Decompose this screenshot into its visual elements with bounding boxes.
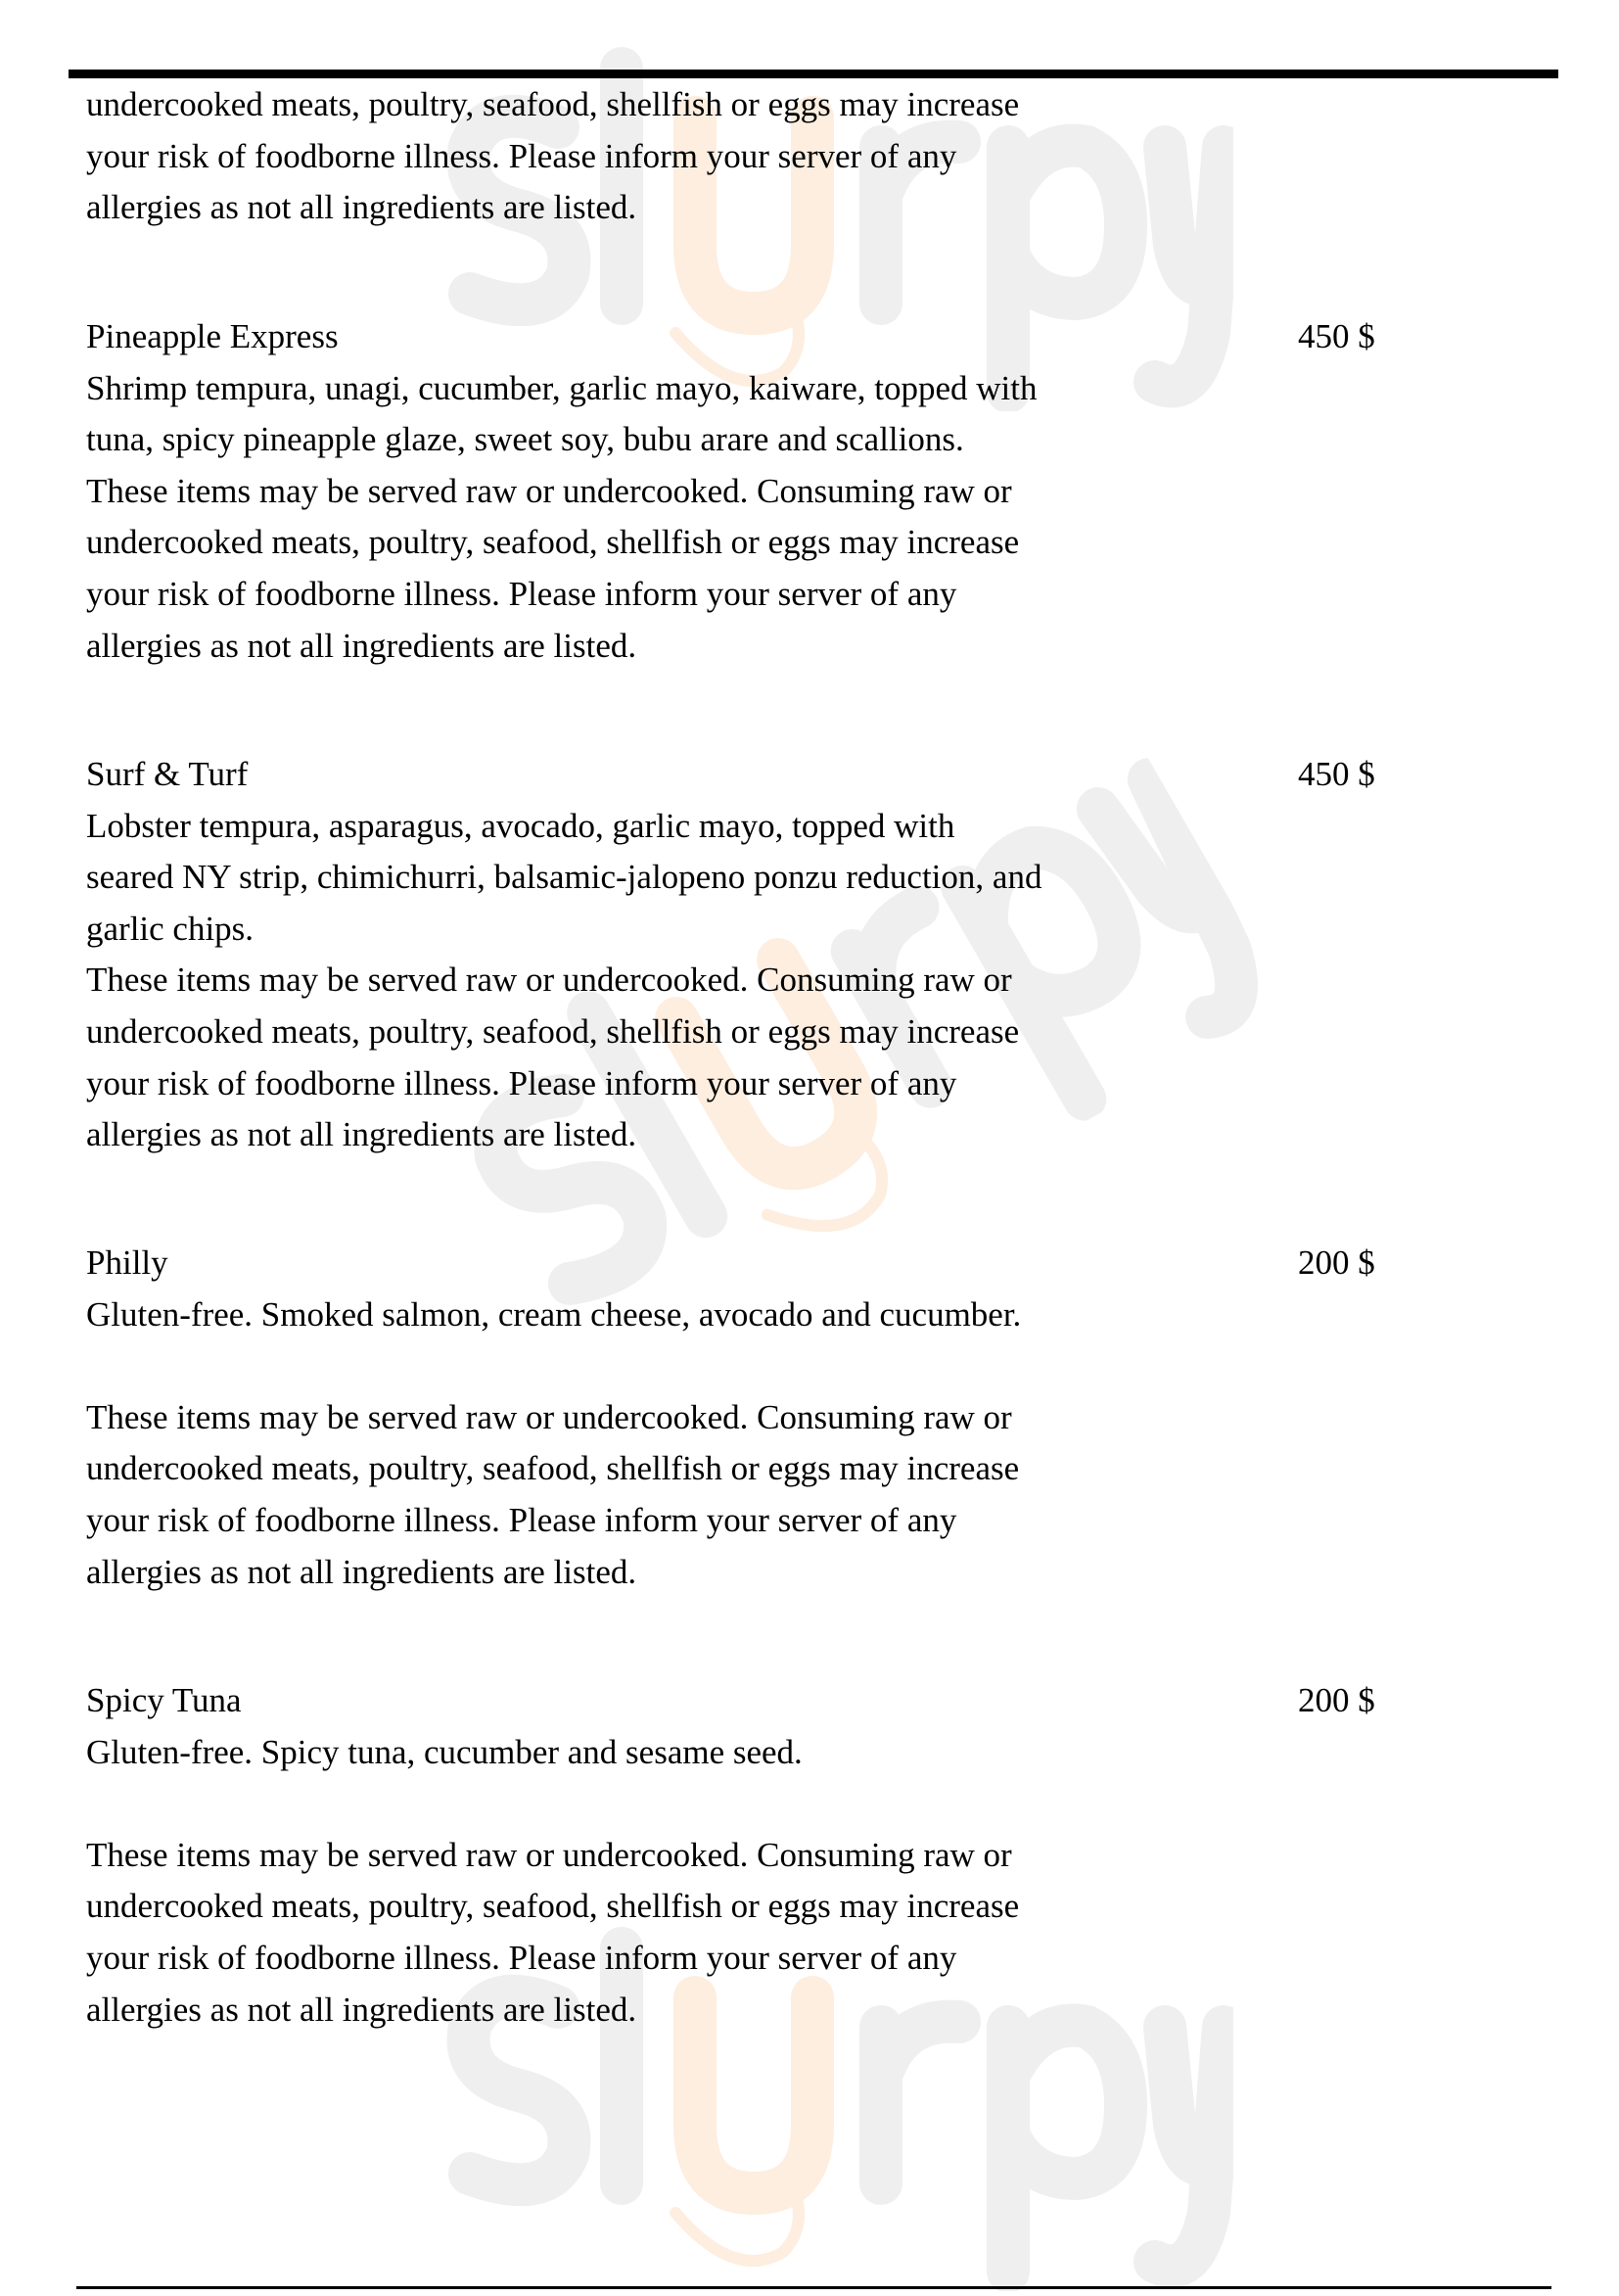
menu-item-description-line — [86, 1778, 1019, 1830]
menu-item-description-line: These items may be served raw or undercooked. Consuming raw or — [86, 1835, 1012, 1874]
menu-item-description-line: your risk of foodborne illness. Please inform your server of any — [86, 1500, 957, 1539]
menu-item-description-line: your risk of foodborne illness. Please inform your server of any — [86, 1938, 957, 1977]
menu-item-description-line: Gluten-free. Spicy tuna, cucumber and sesame seed. — [86, 1732, 803, 1771]
menu-item-description-line: Lobster tempura, asparagus, avocado, garlic mayo, topped with — [86, 806, 955, 845]
disclaimer-line: your risk of foodborne illness. Please inform your server of any — [86, 136, 957, 175]
menu-item-price: 450 $ — [1298, 755, 1375, 793]
menu-item-description-line: allergies as not all ingredients are listed. — [86, 626, 637, 665]
menu-item-description-line: your risk of foodborne illness. Please inform your server of any — [86, 574, 957, 613]
menu-item-price: 200 $ — [1298, 1681, 1375, 1719]
menu-item-description-line: allergies as not all ingredients are listed. — [86, 1552, 637, 1591]
top-rule — [69, 70, 1558, 78]
menu-item-description-line: seared NY strip, chimichurri, balsamic-jalopeno ponzu reduction, and — [86, 858, 1042, 897]
menu-item-description-line: undercooked meats, poultry, seafood, shellfish or eggs may increase — [86, 1887, 1020, 1926]
menu-item-description-line: Gluten-free. Smoked salmon, cream cheese, avocado and cucumber. — [86, 1294, 1022, 1334]
menu-item — [86, 1238, 1021, 1598]
menu-item-description-line: undercooked meats, poultry, seafood, shellfish or eggs may increase — [86, 1011, 1020, 1051]
bottom-rule — [76, 2286, 1551, 2289]
menu-item-description-line — [86, 1340, 1021, 1392]
menu-item-description-line: garlic chips. — [86, 909, 254, 948]
menu-item-name: Pineapple Express — [86, 317, 339, 355]
menu-item-description-line: These items may be served raw or undercooked. Consuming raw or — [86, 471, 1012, 510]
menu-item-price: 450 $ — [1298, 317, 1375, 355]
menu-item-name: Philly — [86, 1243, 168, 1282]
menu-item-description-line: Shrimp tempura, unagi, cucumber, garlic mayo, kaiware, topped with — [86, 368, 1038, 407]
menu-item-name: Surf & Turf — [86, 755, 249, 793]
menu-item-description-line: tuna, spicy pineapple glaze, sweet soy, bubu arare and scallions. — [86, 420, 964, 459]
menu-item-description-line: These items may be served raw or undercooked. Consuming raw or — [86, 961, 1012, 1000]
menu-item — [86, 311, 1038, 672]
menu-item-description-line: allergies as not all ingredients are listed. — [86, 1990, 637, 2029]
menu-item-description-line: undercooked meats, poultry, seafood, shellfish or eggs may increase — [86, 1449, 1020, 1488]
menu-item-name: Spicy Tuna — [86, 1681, 242, 1719]
disclaimer-line: allergies as not all ingredients are listed. — [86, 188, 637, 227]
menu-item-description-line: your risk of foodborne illness. Please inform your server of any — [86, 1063, 957, 1102]
menu-item — [86, 749, 1041, 1161]
intro-disclaimer — [86, 79, 1019, 234]
disclaimer-line: undercooked meats, poultry, seafood, shellfish or eggs may increase — [86, 85, 1020, 123]
menu-item — [86, 1675, 1019, 2036]
menu-item-price: 200 $ — [1298, 1243, 1375, 1282]
menu-item-description-line: undercooked meats, poultry, seafood, shellfish or eggs may increase — [86, 523, 1020, 562]
menu-item-description-line: allergies as not all ingredients are listed. — [86, 1115, 637, 1154]
menu-item-description-line: These items may be served raw or undercooked. Consuming raw or — [86, 1397, 1012, 1436]
